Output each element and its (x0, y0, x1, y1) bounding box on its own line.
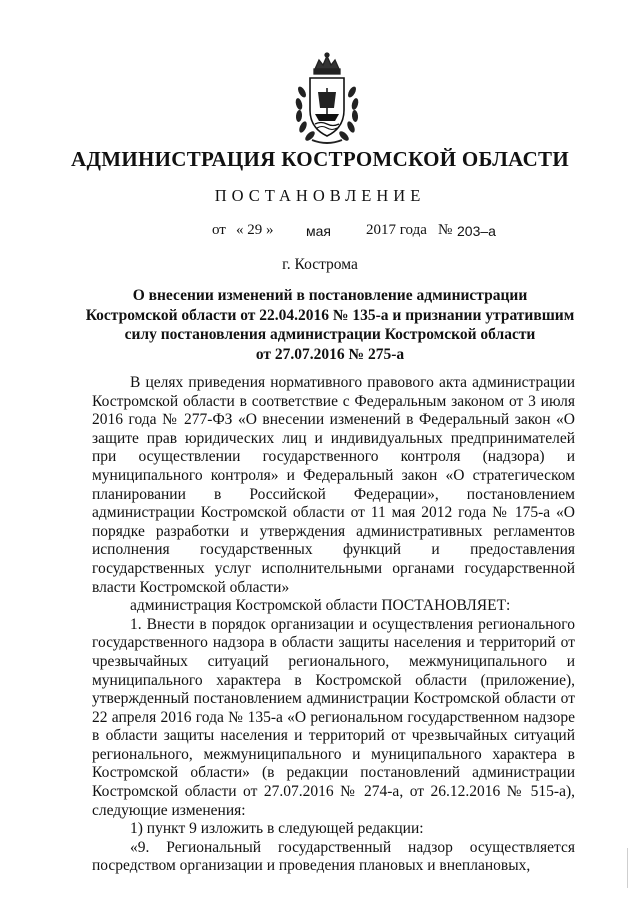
document-type: ПОСТАНОВЛЕНИЕ (214, 186, 426, 205)
date-year: 2017 года (366, 222, 427, 238)
title-line: от 27.07.2016 № 275-а (255, 345, 405, 363)
date-prefix: от (212, 222, 226, 238)
document-number: 203–а (457, 223, 496, 239)
paragraph-item-1: 1. Внести в порядок организации и осуществления регионального государственного надзора в области защиты населения и территорий от чрезвычайных ситуаций регионального, межмуниципального и муниципального характера в Костромской области (приложение), утвержденный постановлением администрации Костромской области от 22 апреля 2016 года № 135-а «О региональном государственном надзоре в области защиты населения и территорий от чрезвычайных ситуаций регионального, межмуниципального и муниципального характера в Костромской области» (в редакции постановлений администрации Костромской области от 27.07.2016 № 274-а, от 26.12.2016 № 515-а), следующие изменения: (92, 615, 575, 819)
paragraph-subitem-1: 1) пункт 9 изложить в следующей редакции: (130, 820, 424, 838)
paragraph-preamble: В целях приведения нормативного правового акта администрации Костромской области в соответствие с Федеральным законом от 3 июля 2016 года № 277-ФЗ «О внесении изменений в Федеральный закон «О защите прав юридических лиц и индивидуальных предпринимателей при осуществлении государственного контроля (надзора) и муниципального контроля» и Федеральный закон «О стратегическом планировании в Российской Федерации», постановлением администрации Костромской области от 11 мая 2012 года № 175-а «О порядке разработки и утверждения административных регламентов исполнения государственных функций и предоставления государственных услуг исполнительными органами государственной власти Костромской области» (92, 374, 575, 596)
title-line: силу постановления администрации Костромской области (124, 326, 536, 343)
organization-name: АДМИНИСТРАЦИЯ КОСТРОМСКОЙ ОБЛАСТИ (71, 147, 569, 171)
date-day: « 29 » (236, 222, 274, 238)
title-line: Костромской области от 22.04.2016 № 135-а и признании утратившим (85, 306, 575, 324)
city-name: г. Кострома (282, 256, 358, 273)
paragraph-resolves: администрация Костромской области ПОСТАНОВЛЯЕТ: (130, 597, 511, 615)
title-line: О внесении изменений в постановление администрации (132, 287, 528, 304)
date-month: мая (306, 223, 331, 239)
coat-of-arms-emblem (288, 52, 366, 148)
document-body (92, 374, 575, 876)
scan-margin-line (627, 848, 628, 888)
paragraph-quote: «9. Региональный государственный надзор осуществляется посредством организации и проведения плановых и внеплановых, (92, 838, 575, 875)
number-sign: № (438, 222, 453, 238)
document-title (60, 286, 600, 364)
